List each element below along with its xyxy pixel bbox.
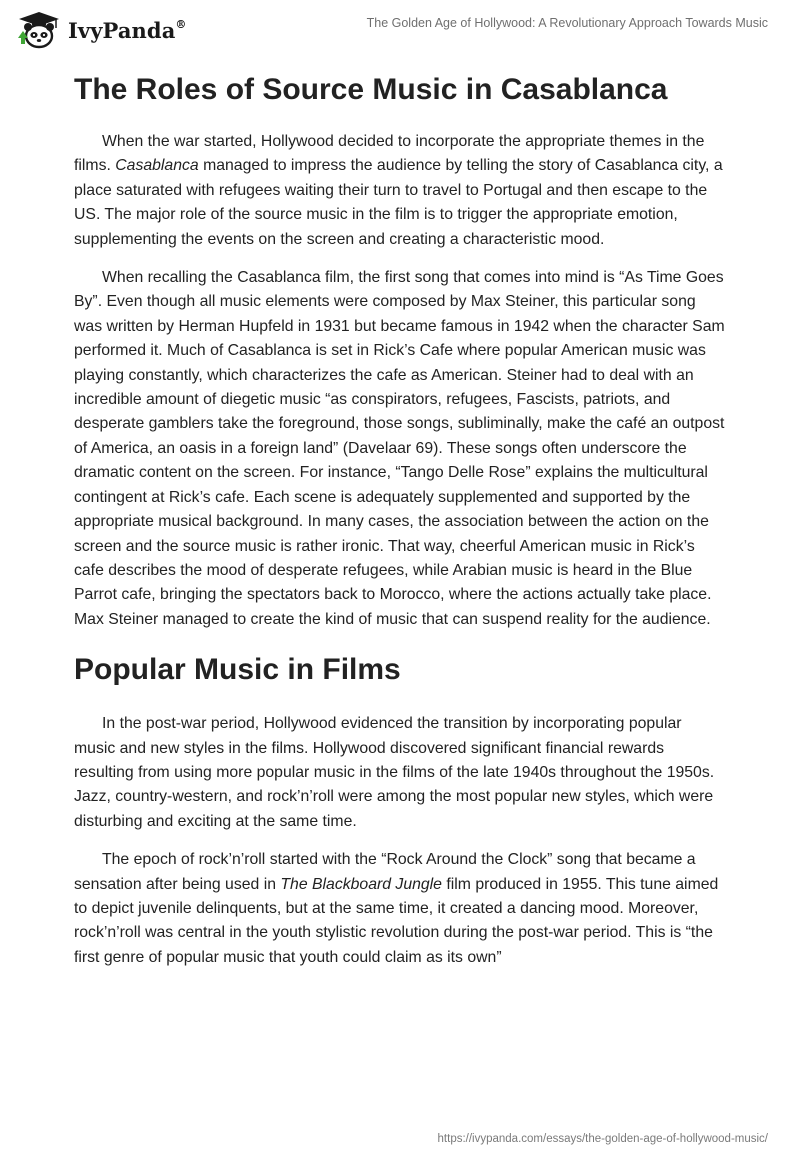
section-heading-casablanca: The Roles of Source Music in Casablanca	[74, 73, 668, 106]
paragraph: In the post-war period, Hollywood evidenced the transition by incorporating popular music and new styles in the films. Hollywood discovered significant financial rewards resulting from using more popular music in the films of the late 1940s throughout the 1950s. Jazz, country-western, and rock’n’roll were among the most popular new styles, which were disturbing and exciting at the same time.	[74, 715, 715, 830]
brand-logo[interactable]	[14, 10, 187, 50]
section-heading-popular-music: Popular Music in Films	[74, 653, 401, 687]
paragraph: When recalling the Casablanca film, the first song that comes into mind is “As Time Goes By”. Even though all music elements were composed by Max Steiner, this particular song was written by Herman Hupfeld in 1931 but became famous in 1942 when the character Sam performed it. Much of Casablanca is set in Rick’s Cafe where popular American music was playing constantly, which characterizes the cafe as American. Steiner had to deal with an incredible amount of diegetic music “as conspirators, refugees, Fascists, patriots, and desperate gamblers take the foreground, those songs, subliminally, make the café an outpost of America, an oasis in a foreign land” (Davelaar 69). These songs often underscore the dramatic content on the screen. For instance, “Tango Delle Rose” explains the multicultural contingent at Rick’s cafe. Each scene is adequately supplemented and supported by the appropriate musical background. In many cases, the association between the action on the screen and the source music is rather ironic. That way, cheerful American music in Rick’s cafe describes the mood of desperate refugees, while Arabian music is heard in the Blue Parrot cafe, bringing the spectators back to Morocco, where the actions actually take place. Max Steiner managed to create the kind of music that can suspend reality for the audience.	[74, 269, 725, 628]
article-body	[74, 68, 726, 984]
document-title: The Golden Age of Hollywood: A Revolutionary Approach Towards Music	[366, 16, 768, 30]
film-title-italic: Casablanca	[115, 157, 199, 175]
film-title-italic: The Blackboard Jungle	[280, 875, 442, 893]
page-header	[0, 0, 800, 60]
brand-name: IvyPanda®	[68, 17, 187, 43]
paragraph: The epoch of rock’n’roll started with the “Rock Around the Clock” song that became a sensation after being used in The Blackboard Jungle film produced in 1955. This tune aimed to depict juvenile delinquents, but at the same time, it created a dancing mood. Moreover, rock’n’roll was central in the youth stylistic revolution during the post-war period. This is “the first genre of popular music that youth could claim as its own”	[74, 851, 719, 966]
source-url[interactable]: https://ivypanda.com/essays/the-golden-age-of-hollywood-music/	[437, 1133, 768, 1145]
panda-graduate-icon	[14, 10, 64, 50]
paragraph: When the war started, Hollywood decided to incorporate the appropriate themes in the films. Casablanca managed to impress the audience by telling the story of Casablanca city, a place saturated with refugees waiting their turn to travel to Portugal and then escape to the US. The major role of the source music in the film is to trigger the appropriate emotion, supplementing the events on the screen and creating a characteristic mood.	[74, 133, 723, 248]
